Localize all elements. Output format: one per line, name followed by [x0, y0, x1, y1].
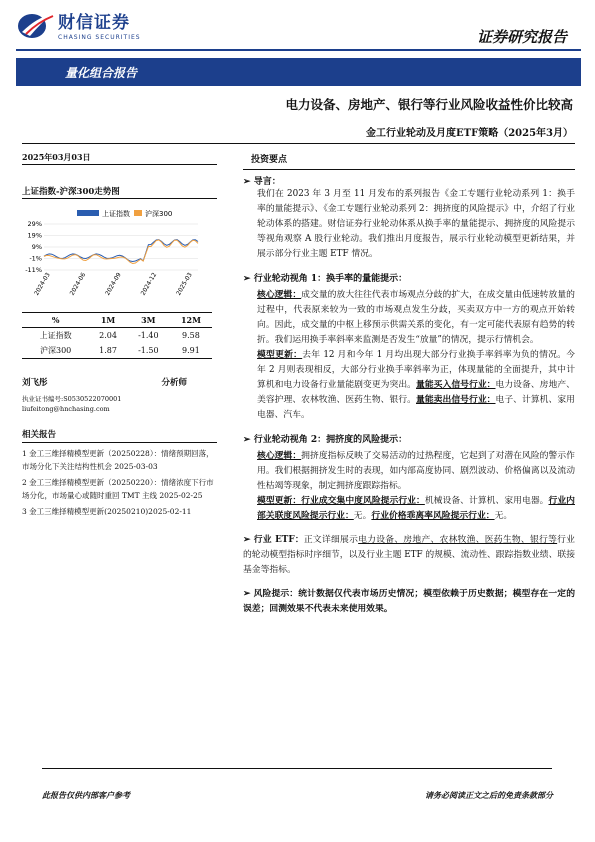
b1-core-paragraph: 核心逻辑：成交量的放大往往代表市场观点分歧的扩大，在成交量由低速转放量的过程中，代表原来较为一致的市场观点发生分歧，买卖双方中一方的观点开始转向。因此，成交量的中枢上移预示供需关系的变化，有一定可能代表原有趋势的转折。我们运用换手率斜率来监测是否发生“放量”的情况，提示行情机会。 [257, 290, 575, 345]
perf-header: 12M [180, 315, 201, 325]
b1-model-paragraph: 模型更新：去年 12 月和今年 1 月均出现大部分行业换手率斜率为负的情况。今年 2 月则表现相反，大部分行业换手率斜率为正，体现量能的全面提升，其中计算机和电力设备行业量能剧变更为突出。量能买入信号行业：电力设备、房地产、美容护理、农林牧渔、医药生物、银行。量能卖出信号行业：电子、计算机、家用电器、汽车。 [257, 350, 575, 420]
legend-label-series-1: 上证指数 [102, 210, 130, 218]
intro-heading: ➢ 导言： [243, 177, 281, 187]
footer-note: 此报告仅供内部客户参考 [42, 790, 130, 800]
footer-disclaimer: 请务必阅读正文之后的免责条款部分 [425, 790, 553, 800]
bullet-heading-1: ➢ 行业轮动视角 1：换手率的量能提示： [243, 274, 408, 284]
x-tick-label: 2024-03 [33, 271, 52, 297]
index-trend-chart [22, 200, 202, 300]
bullet-etf: ➢ 行业 ETF：正文详细展示电力设备、房地产、农林牧渔、医药生物、银行等行业的轮动模型指标时序细节，以及行业主题 ETF 的规模、流动性、跟踪指数业绩、联接基金等指标。 [243, 535, 575, 575]
perf-header: % [51, 315, 60, 325]
perf-cell: 9.58 [182, 331, 200, 340]
series-line-hs300 [44, 240, 198, 264]
report-subtitle: 金工行业轮动及月度ETF策略（2025年3月） [366, 128, 573, 139]
x-tick-label: 2025-03 [175, 271, 194, 297]
report-type: 证券研究报告 [476, 28, 567, 46]
footer-divider [42, 768, 552, 769]
perf-cell: 2.04 [99, 331, 117, 340]
intro-paragraph: 我们在 2023 年 3 月至 11 月发布的系列报告《金工专题行业轮动系列 1：换手率的量能提示》、《金工专题行业轮动系列 2：拥挤度的风险提示》中，介绍了行业轮动体系的搭建。财信证券行业轮动体系从换手率的量能提示、拥挤度的风险提示等视角观察 A 股行业轮动。我们推出月度报告，展示行业轮动模型更新结果，并展示部分行业主题 ETF 情况。 [257, 189, 575, 259]
chart-legend [77, 209, 172, 218]
y-tick-label: 19% [27, 231, 42, 240]
report-title: 电力设备、房地产、银行等行业风险收益性价比较高 [285, 97, 573, 112]
y-tick-label: 29% [27, 220, 42, 228]
chevron-right-icon: ➢ [243, 435, 254, 445]
perf-cell: 1.87 [99, 346, 117, 355]
related-report-item[interactable]: 1 金工三维择精模型更新（20250228）：情绪预期回落，市场分化下关注结构性机会 2025-03-03 [22, 449, 214, 471]
perf-cell: -1.40 [138, 331, 159, 340]
related-divider [22, 442, 217, 443]
table-row [22, 328, 212, 344]
chevron-right-icon: ➢ [243, 589, 254, 599]
section-heading: 投资要点 [251, 155, 288, 165]
perf-cell: 上证指数 [39, 331, 72, 340]
related-reports-label: 相关报告 [22, 430, 57, 440]
author-email[interactable]: liufeitong@hnchasing.com [22, 405, 110, 413]
chevron-right-icon: ➢ [243, 274, 254, 284]
author-role: 分析师 [161, 378, 187, 388]
header-divider [16, 49, 581, 51]
legend-swatch-series-2 [134, 210, 142, 216]
x-tick-label: 2024-12 [139, 271, 159, 297]
related-report-item[interactable]: 3 金工三维择精模型更新(20250210)2025-02-11 [22, 507, 192, 516]
logo [16, 8, 141, 41]
bullet-heading-2: ➢ 行业轮动视角 2：拥挤度的风险提示： [243, 435, 408, 445]
b2-model-paragraph: 模型更新：行业成交集中度风险提示行业：机械设备、计算机、家用电器。行业内部关联度风险提示行业：无。行业价格乖离率风险提示行业：无。 [257, 496, 575, 521]
table-row [22, 343, 212, 359]
report-category-banner: 量化组合报告 [16, 58, 186, 86]
investment-points [243, 152, 575, 617]
license-number: 执业证书编号:S0530522070001 [22, 395, 122, 403]
heading-divider [243, 169, 575, 170]
date-divider [22, 164, 217, 165]
author-name: 刘飞彤 [22, 378, 48, 388]
banner-bar [186, 58, 581, 86]
perf-header: 1M [100, 315, 116, 325]
bullet-risk: ➢ 风险提示：统计数据仅代表市场历史情况；模型依赖于历史数据；模型存在一定的误差；回测效果不代表未来使用效果。 [243, 589, 575, 614]
perf-cell: 9.91 [182, 346, 200, 355]
perf-header: 3M [141, 315, 156, 325]
related-report-item[interactable]: 2 金工三维择精模型更新（20250220）：情绪浓度下行市场分化，市场量心或随时重回 TMT 主线 2025-02-25 [22, 478, 214, 500]
perf-cell: 沪深300 [40, 346, 72, 355]
chart-section-divider [22, 198, 217, 199]
chevron-right-icon: ➢ [243, 535, 254, 545]
author-block [22, 376, 187, 413]
report-date: 2025年03月03日 [22, 152, 91, 162]
performance-table [22, 312, 212, 359]
x-tick-label: 2024-09 [104, 271, 123, 297]
related-reports-list [22, 444, 217, 518]
x-tick-label: 2024-06 [68, 271, 88, 297]
chevron-right-icon: ➢ [243, 177, 254, 187]
legend-label-series-2: 沪深300 [145, 210, 173, 218]
logo-english: CHASING SECURITIES [58, 34, 141, 41]
logo-mark-icon [16, 10, 54, 40]
logo-name: 财信证券 [58, 13, 130, 33]
b2-core-paragraph: 核心逻辑：拥挤度指标反映了交易活动的过热程度，它起到了对潜在风险的警示作用。我们根据拥挤发生时的表现，如内部高度协同、剧烈波动、价格偏离以及流动性枯竭等现象，制定拥挤度跟踪指标。 [257, 451, 575, 491]
chart-section-label: 上证指数-沪深300走势图 [22, 187, 120, 197]
title-divider [22, 143, 575, 144]
perf-cell: -1.50 [138, 346, 159, 355]
y-tick-label: -1% [29, 254, 42, 263]
y-tick-label: 9% [31, 243, 42, 251]
y-tick-label: -11% [25, 266, 42, 274]
legend-swatch-series-1 [77, 210, 99, 216]
